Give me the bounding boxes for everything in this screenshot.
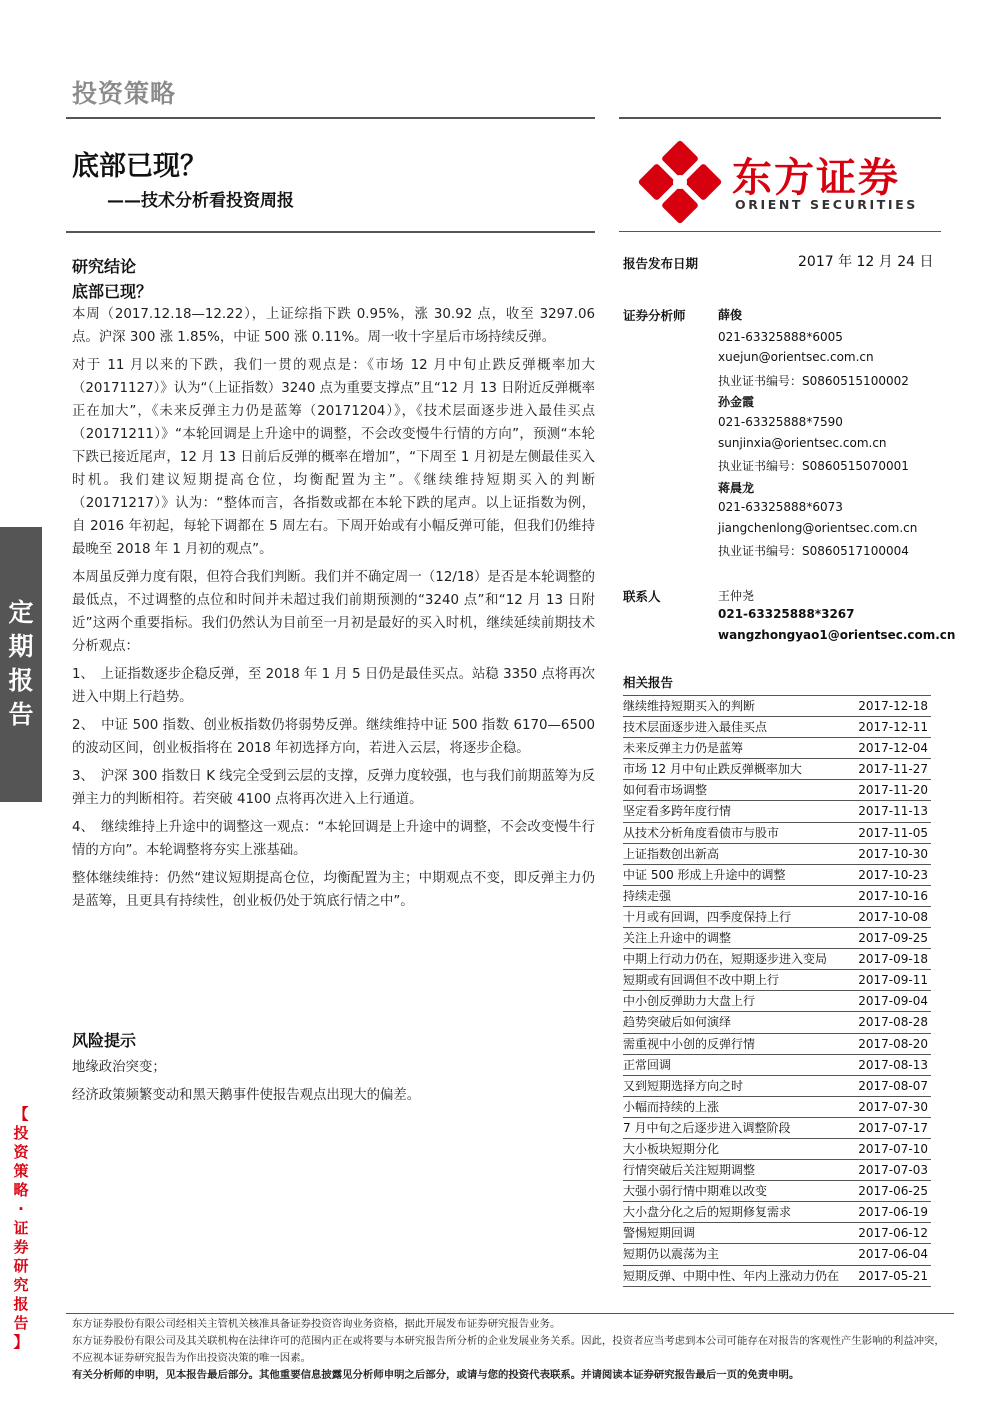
related-report-row[interactable] bbox=[623, 865, 931, 886]
related-report-title: 大小盘分化之后的短期修复需求 bbox=[623, 1205, 792, 1220]
related-report-title: 7 月中旬之后逐步进入调整阶段 bbox=[623, 1120, 791, 1135]
related-report-date: 2017-09-04 bbox=[858, 994, 928, 1009]
related-report-title: 中小创反弹助力大盘上行 bbox=[623, 994, 756, 1009]
related-report-row[interactable] bbox=[623, 844, 931, 865]
related-report-date: 2017-06-12 bbox=[858, 1226, 928, 1241]
related-report-title: 中期上行动力仍在，短期逐步进入变局 bbox=[623, 952, 828, 967]
related-report-row[interactable] bbox=[623, 949, 931, 970]
analyst-phone: 021-63325888*6073 bbox=[718, 500, 843, 514]
related-report-title: 如何看市场调整 bbox=[623, 783, 708, 798]
related-report-title: 行情突破后关注短期调整 bbox=[623, 1163, 756, 1178]
related-report-title: 未来反弹主力仍是蓝筹 bbox=[623, 741, 744, 756]
related-report-title: 市场 12 月中旬止跌反弹概率加大 bbox=[623, 762, 802, 777]
risk-heading: 风险提示 bbox=[72, 1031, 137, 1050]
related-report-row[interactable] bbox=[623, 1160, 931, 1181]
related-report-date: 2017-11-13 bbox=[858, 804, 928, 819]
related-report-title: 趋势突破后如何演绎 bbox=[623, 1015, 732, 1030]
research-subheading: 底部已现？ bbox=[72, 282, 153, 301]
related-report-date: 2017-09-18 bbox=[858, 952, 928, 967]
page-subtitle: ——技术分析看投资周报 bbox=[107, 191, 294, 211]
footer bbox=[72, 1316, 952, 1384]
research-heading: 研究结论 bbox=[72, 257, 137, 276]
side-series-label: 【 投 资 策 略 · 证 券 研 究 报 告 】 bbox=[13, 1105, 29, 1351]
date-value: 2017 年 12 月 24 日 bbox=[798, 254, 934, 270]
related-report-row[interactable] bbox=[623, 1097, 931, 1118]
footer-line: 东方证券股份有限公司经相关主管机关核准具备证券投资咨询业务资格，据此开展发布证券研究报告业务。 bbox=[72, 1318, 561, 1330]
related-report-date: 2017-09-11 bbox=[858, 973, 928, 988]
related-report-row[interactable] bbox=[623, 991, 931, 1012]
logo-name-en: ORIENT SECURITIES bbox=[735, 197, 918, 212]
related-report-title: 小幅而持续的上涨 bbox=[623, 1099, 720, 1114]
related-report-title: 继续维持短期买入的判断 bbox=[623, 699, 756, 713]
related-report-date: 2017-08-20 bbox=[858, 1036, 928, 1051]
related-report-row[interactable] bbox=[623, 1202, 931, 1223]
paragraph: 2、 中证 500 指数、创业板指数仍将弱势反弹。继续维持中证 500 指数 6170—6500 的波动区间，创业板指将在 2018 年初选择方向，若进入云层，将逐步企稳。 bbox=[72, 718, 595, 756]
related-report-row[interactable] bbox=[623, 1012, 931, 1033]
related-report-row[interactable] bbox=[623, 696, 931, 717]
analyst-name: 孙金霞 bbox=[718, 395, 755, 409]
related-report-row[interactable] bbox=[623, 1139, 931, 1160]
related-report-date: 2017-07-03 bbox=[858, 1163, 928, 1178]
risk-body bbox=[72, 1056, 595, 1112]
page-title: 底部已现？ bbox=[72, 151, 207, 182]
analyst-phone: 021-63325888*7590 bbox=[718, 415, 843, 429]
contact-phone: 021-63325888*3267 bbox=[718, 607, 855, 621]
divider bbox=[66, 117, 595, 119]
related-report-date: 2017-09-25 bbox=[858, 931, 928, 946]
related-report-date: 2017-10-08 bbox=[858, 909, 928, 924]
logo-name-cn: 东方证券 bbox=[732, 155, 900, 201]
report-category: 投资策略 bbox=[72, 79, 177, 108]
related-report-row[interactable] bbox=[623, 1055, 931, 1076]
paragraph: 整体继续维持：仍然“建议短期提高仓位，均衡配置为主；中期观点不变，即反弹主力仍是蓝筹，且更具有持续性，创业板仍处于筑底行情之中”。 bbox=[72, 871, 595, 909]
risk-item: 经济政策频繁变动和黑天鹅事件使报告观点出现大的偏差。 bbox=[72, 1088, 421, 1103]
related-report-title: 警惕短期回调 bbox=[623, 1226, 696, 1241]
related-report-title: 短期反弹、中期中性、年内上涨动力仍在 bbox=[623, 1268, 840, 1283]
related-report-row[interactable] bbox=[623, 928, 931, 949]
related-report-title: 坚定看多跨年度行情 bbox=[623, 804, 732, 819]
analyst-cert: 执业证书编号：S0860517100004 bbox=[718, 544, 909, 558]
related-report-date: 2017-06-25 bbox=[858, 1184, 928, 1199]
related-report-row[interactable] bbox=[623, 738, 931, 759]
footer-line: 有关分析师的申明，见本报告最后部分。其他重要信息披露见分析师申明之后部分，或请与您的投资代表联系。并请阅读本证券研究报告最后一页的免责申明。 bbox=[72, 1369, 800, 1381]
analyst-name: 蒋晨龙 bbox=[718, 481, 755, 495]
related-report-date: 2017-11-20 bbox=[858, 783, 928, 798]
related-report-date: 2017-10-23 bbox=[858, 867, 928, 882]
divider bbox=[66, 231, 595, 233]
analyst-email[interactable]: jiangchenlong@orientsec.com.cn bbox=[718, 521, 918, 535]
related-report-title: 关注上升途中的调整 bbox=[623, 931, 732, 946]
paragraph: 4、 继续维持上升途中的调整这一观点：“本轮回调是上升途中的调整，不会改变慢牛行情的方向”。本轮调整将夯实上涨基础。 bbox=[72, 820, 595, 858]
analyst-name: 薛俊 bbox=[718, 308, 743, 322]
orient-securities-logo-icon bbox=[638, 140, 722, 224]
related-report-date: 2017-08-07 bbox=[858, 1078, 928, 1093]
paragraph: 本周虽反弹力度有限，但符合我们判断。我们并不确定周一（12/18）是否是本轮调整的最低点，不过调整的点位和时间并未超过我们前期预测的“3240 点”和“12 月 13 日附近”这两个重要指标。我们仍然认为目前至一月初是最好的买入时机，继续延续前期技术分析观点： bbox=[72, 570, 595, 654]
related-report-date: 2017-06-04 bbox=[858, 1247, 928, 1262]
related-report-row[interactable] bbox=[623, 1223, 931, 1244]
related-report-title: 从技术分析角度看债市与股市 bbox=[623, 825, 780, 840]
related-report-date: 2017-08-28 bbox=[858, 1015, 928, 1030]
paragraph: 本周（2017.12.18—12.22），上证综指下跌 0.95%，涨 30.92 点，收至 3297.06 点。沪深 300 涨 1.85%，中证 500 涨 0.11%。周一收十字星后市场持续反弹。 bbox=[72, 307, 595, 345]
related-report-row[interactable] bbox=[623, 1118, 931, 1139]
analyst-email[interactable]: sunjinxia@orientsec.com.cn bbox=[718, 436, 887, 450]
related-report-row[interactable] bbox=[623, 1266, 931, 1287]
related-report-title: 上证指数创出新高 bbox=[623, 846, 720, 861]
related-report-title: 大强小弱行情中期难以改变 bbox=[623, 1184, 768, 1199]
related-heading: 相关报告 bbox=[623, 675, 674, 690]
related-report-row[interactable] bbox=[623, 823, 931, 844]
analyst-cert: 执业证书编号：S0860515100002 bbox=[718, 374, 909, 388]
analyst-email[interactable]: xuejun@orientsec.com.cn bbox=[718, 350, 874, 364]
footer-line: 东方证券股份有限公司及其关联机构在法律许可的范围内正在或将要与本研究报告所分析的企业发展业务关系。因此，投资者应当考虑到本公司可能存在对报告的客观性产生影响的利益冲突，不应视本证券研究报告为作出投资决策的唯一因素。 bbox=[72, 1335, 945, 1364]
related-report-date: 2017-07-30 bbox=[858, 1099, 928, 1114]
analyst-label: 证券分析师 bbox=[623, 308, 686, 323]
risk-item: 地缘政治突变； bbox=[72, 1060, 166, 1075]
related-report-row[interactable] bbox=[623, 1034, 931, 1055]
related-report-title: 短期或有回调但不改中期上行 bbox=[623, 973, 780, 988]
paragraph: 对于 11 月以来的下跌，我们一贯的观点是：《市场 12 月中旬止跌反弹概率加大（20171127）》认为“（上证指数）3240 点为重要支撑点”且“12 月 13 日附近反弹概率正在加大”，《未来反弹主力仍是蓝筹（20171204）》，《技术层面逐步进入最佳买点（20171211）》“本轮回调是上升途中的调整，不会改变慢牛行情的方向”，预测“本轮下跌已接近尾声，12 月 13 日前后反弹的概率在增加”，“下周至 1 月初是左侧最佳买入时机。我们建议短期提高仓位，均衡配置为主”。《继续维持短期买入的判断（20171217）》认为：“整体而言，各指数或都在本轮下跌的尾声。以上证指数为例，自 2016 年初起，每轮下调都在 5 周左右。下周开始或有小幅反弹可能，但我们仍维持最晚至 2018 年 1 月初的观点”。 bbox=[72, 358, 595, 557]
analyst-phone: 021-63325888*6005 bbox=[718, 330, 843, 344]
related-report-date: 2017-07-10 bbox=[858, 1141, 928, 1156]
related-report-row[interactable] bbox=[623, 780, 931, 801]
related-report-row[interactable] bbox=[623, 907, 931, 928]
divider bbox=[619, 231, 941, 232]
related-report-title: 十月或有回调，四季度保持上行 bbox=[623, 909, 792, 924]
related-report-date: 2017-07-17 bbox=[858, 1120, 928, 1135]
related-report-date: 2017-10-16 bbox=[858, 888, 928, 903]
related-report-title: 短期仍以震荡为主 bbox=[623, 1247, 720, 1262]
contact-email[interactable]: wangzhongyao1@orientsec.com.cn bbox=[718, 628, 956, 642]
side-tab-label: 定 期 报 告 bbox=[8, 598, 34, 729]
paragraph: 3、 沪深 300 指数日 K 线完全受到云层的支撑，反弹力度较强，也与我们前期蓝筹为反弹主力的判断相符。若突破 4100 点将再次进入上行通道。 bbox=[72, 769, 595, 807]
related-report-row[interactable] bbox=[623, 970, 931, 991]
related-report-title: 正常回调 bbox=[623, 1057, 672, 1072]
related-report-title: 技术层面逐步进入最佳买点 bbox=[623, 720, 768, 735]
date-label: 报告发布日期 bbox=[623, 256, 699, 271]
related-report-date: 2017-12-11 bbox=[858, 720, 928, 735]
related-report-date: 2017-11-27 bbox=[858, 762, 928, 777]
related-report-row[interactable] bbox=[623, 801, 931, 822]
research-body bbox=[72, 303, 595, 918]
related-report-date: 2017-06-19 bbox=[858, 1205, 928, 1220]
related-report-title: 大小板块短期分化 bbox=[623, 1141, 720, 1156]
related-report-date: 2017-05-21 bbox=[858, 1268, 928, 1283]
related-report-row[interactable] bbox=[623, 717, 931, 738]
related-report-title: 持续走强 bbox=[623, 888, 672, 903]
divider bbox=[619, 117, 941, 119]
related-report-title: 需重视中小创的反弹行情 bbox=[623, 1036, 756, 1051]
related-report-date: 2017-10-30 bbox=[858, 846, 928, 861]
related-reports-list bbox=[623, 695, 931, 1287]
paragraph: 1、 上证指数逐步企稳反弹，至 2018 年 1 月 5 日仍是最佳买点。站稳 3350 点将再次进入中期上行趋势。 bbox=[72, 667, 595, 705]
related-report-title: 中证 500 形成上升途中的调整 bbox=[623, 867, 786, 882]
related-report-date: 2017-11-05 bbox=[858, 825, 928, 840]
related-report-date: 2017-08-13 bbox=[858, 1057, 928, 1072]
related-report-row[interactable] bbox=[623, 1076, 931, 1097]
related-report-date: 2017-12-18 bbox=[858, 699, 928, 713]
analyst-cert: 执业证书编号：S0860515070001 bbox=[718, 459, 909, 473]
related-report-row[interactable] bbox=[623, 886, 931, 907]
footer-divider bbox=[66, 1313, 954, 1314]
related-report-row[interactable] bbox=[623, 1181, 931, 1202]
contact-name: 王仲尧 bbox=[718, 589, 755, 603]
contact-label: 联系人 bbox=[623, 589, 661, 604]
related-report-title: 又到短期选择方向之时 bbox=[623, 1078, 744, 1093]
related-report-date: 2017-12-04 bbox=[858, 741, 928, 756]
related-report-row[interactable] bbox=[623, 759, 931, 780]
related-report-row[interactable] bbox=[623, 1244, 931, 1265]
